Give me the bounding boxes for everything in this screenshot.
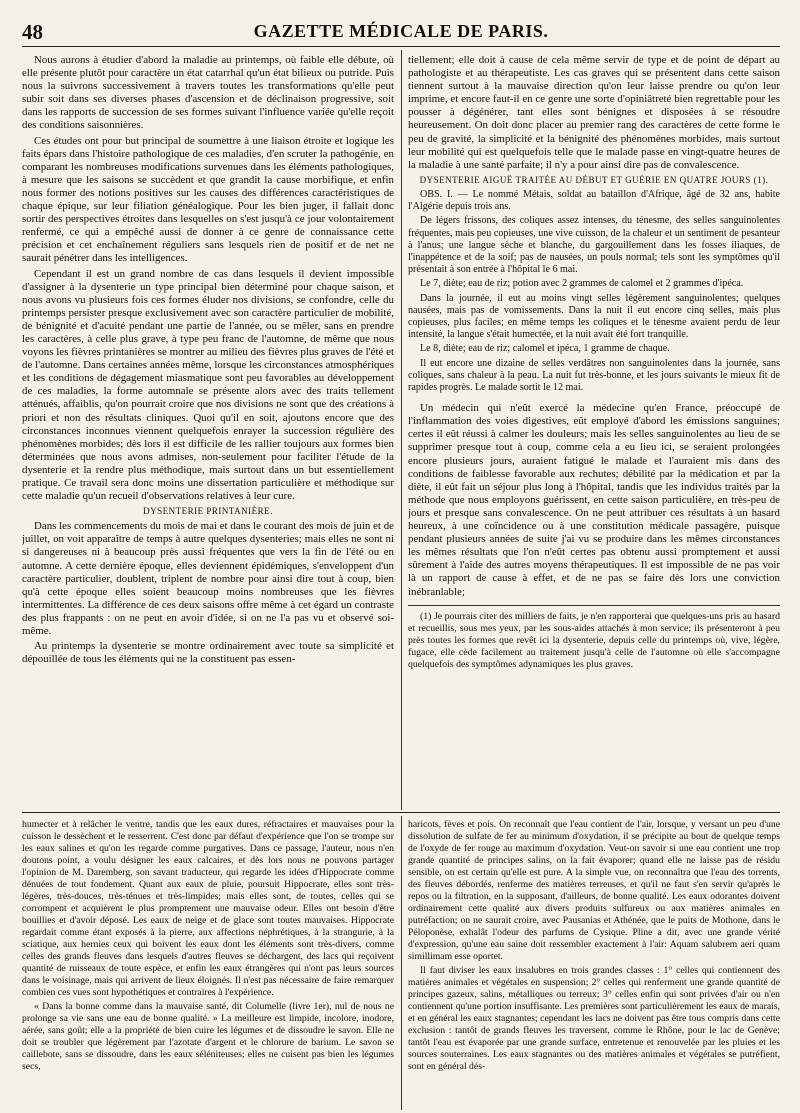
paragraph: « Dans la bonne comme dans la mauvaise santé, dit Columelle (livre 1er), nul de nous ne prolonge sa vie sans une eau de bonne qualité. » La meilleure est limpide, incolore, inodore, aérée, sans goût; elle a la propriété de bien cuire les légumes et de dissoudre le savon. Elle ne doit se troubler que légèrement par l'azotate d'argent et le chlorure de barium. Le savon se caillebote, sans se dissoudre, dans les eaux séléniteuses; elles ne cuisent pas bien les légumes secs, [22,1001,394,1072]
bottom-left-column [22,819,394,1111]
case-report [408,189,780,394]
column-divider [401,50,402,810]
journal-title: GAZETTE MÉDICALE DE PARIS. [253,21,549,41]
header-rule [22,46,780,47]
case-paragraph: OBS. I. — Le nommé Métais, soldat au bataillon d'Afrique, âgé de 32 ans, habite l'Algérie depuis trois ans. [408,188,780,213]
section-rule [22,812,780,813]
page-number: 48 [22,20,43,44]
footnote-rule [408,605,780,606]
case-paragraph: Dans la journée, il eut au moins vingt selles légèrement sanguinolentes; quelques nausées, mais pas de vomissements. Dans la nuit il eut encore cinq selles, mais plus copieuses, plus faciles; en même temps les coliques et le ténesme avaient perdu de leur intensité, la langue s'était humectée, et la nuit avait été fort tranquille. [408,292,780,341]
paragraph: Nous aurons à étudier d'abord la maladie au printemps, où faible elle débute, où elle présente plutôt pour caractère un état catarrhal qu'un état bilieux ou putride. Puis nous la suivrons successivement à travers toutes les transformations qu'elle peut subir soit dans ses diverses phases d'ascension et de déclinaison progressive, soit dans les rapports de succession de ses formes suivant l'influence variée qu'elle reçoit des conditions saisonnières. [22,54,394,132]
section-heading: DYSENTERIE PRINTANIÈRE. [143,506,273,517]
paragraph: tiellement; elle doit à cause de cela même servir de type et de point de départ au pathologiste et au thérapeutiste. Les cas graves qui se présentent dans cette saison tiennent surtout à la mauvaise direction qu'on leur laisse prendre ou qu'on leur imprime, et encore faut-il en ce genre une sorte d'opiniâtreté bien regrettable pour les pousser à dégénérer, tant elles sont bénignes et disposées à se résoudre heureusement. On doit donc placer au premier rang des caractères de cette forme le peu de gravité, la simplicité et la bénignité des phénomènes morbides, mais surtout leur mobilité qui est quelquefois telle que le malade passe en vingt-quatre heures de la maladie à une santé parfaite; il n'y a pour ainsi dire pas de convalescence. [408,54,780,171]
bottom-right-column [408,819,780,1111]
paragraph: Au printemps la dysenterie se montre ordinairement avec toute sa simplicité et dépouillée de tous les éléments qui ne la constituent pas essen- [22,640,394,666]
top-right-column [408,54,780,809]
paragraph: humecter et à relâcher le ventre, tandis que les eaux dures, réfractaires et mauvaises pour la cuisson le dessèchent et le resserrent. C'est donc par défaut d'expérience que l'on se trompe sur les eaux salines et qu'on les regarde comme purgatives. Dans ce passage, l'auteur, nous n'en doutons point, a voulu désigner les eaux calcaires, et dès lors nous ne pouvons partager l'opinion de M. Daremberg, son savant traducteur, qui regarde les idées d'Hippocrate comme dénuées de tout fondement. Quant aux eaux de pluie, poursuit Hippocrate, elles sont très-légères, très-douces, très-ténues et très-limpides; mais elles sont, de toutes, celles qui se corrompent et acquièrent le plus promptement une mauvaise odeur. Elles ont besoin d'être bouillies et d'avoir déposé. Les eaux de neige et de glace sont toutes mauvaises. Hippocrate regardait comme étant exposés à la pierre, aux affections néphrétiques, à la strangurie, à la sciatique, aux hernies ceux qui boivent les eaux dont les éléments sont très-divers, comme celles des grands fleuves dans lesquels d'autres fleuves se déchargent, des lacs qui reçoivent quantité de ruisseaux de toute espèce, et enfin les eaux étrangères qui n'ont pas leurs sources dans le voisinage, mais qui arrivent de lieux éloignés. Il n'est pas nécessaire de faire remarquer combien ces vues sont hypothétiques et contraires à l'expérience. [22,819,394,998]
top-left-column [22,54,394,809]
case-paragraph: Le 7, diète; eau de riz; potion avec 2 grammes de calomel et 2 grammes d'ipéca. [420,278,744,290]
paragraph: haricots, fèves et pois. On reconnaît que l'eau contient de l'air, lorsque, y versant un peu d'une dissolution de sulfate de fer au minimum d'oxydation, il se précipite au bout de quelque temps de l'oxyde de fer rouge au maximum d'oxydation. Veut-on savoir si une eau contient une trop grande quantité de principes salins, on la fait évaporer; quand elle ne laisse pas de résidu sensible, on est certain qu'elle est pure. A la simple vue, on reconnaîtra que l'eau des torrents, des fleuves débordés, renferme des matières terreuses, et qu'il ne faut s'en servir qu'après le repos ou la filtration, en la supposant, d'ailleurs, de bonne qualité. Les eaux odorantes doivent ordinairement cette qualité aux divers produits sulfureux ou aux matières animales en putréfaction; on ne saurait croire, avec Pausanias et Athénée, que le puits de Mothone, dans le Péloponèse, exhalât l'odeur des parfums de Cysique. Pline a dit, avec une grande vérité d'expression, qu'une eau saine doit ressembler exactement à l'air: Aquam salubrem aeri quam simillimam esse oportet. [408,819,780,962]
paragraph: Ces études ont pour but principal de soumettre à une liaison étroite et logique les faits épars dans l'histoire pathologique de ces maladies, d'en scruter la pathogénie, en comparant les nombreuses modifications survenues dans les éléments pathologiques, à mesure que les saisons se succèdent et que grandit la cause morbifique, et enfin nous former des notions positives sur les causes des différences caractéristiques de chaque épique, sur leur filiation généalogique. Pour les bien juger, il fallait donc sortir des perspectives étroites dans lesquelles on s'est jusqu'à ce jour volontairement renfermé, ce qui a empêché aussi de donner à ce genre de connaissance cette précision et cet enchaînement réguliers sans lesquels rien de positif et de net ne saurait pénétrer dans les intelligences. [22,134,394,265]
footnote: (1) Je pourrais citer des milliers de faits, je n'en rapporterai que quelques-uns pris au hasard et recueillis, sous mes yeux, par les sous-aides attachés à mon service; ils présenteront à peu près toutes les formes que revêt ici la dysenterie, depuis celle du printemps où, vive, légère, fugace, elle cède facilement au traitement jusqu'à celle de l'automne où elle s'accompagne quelquefois des symptômes adynamiques les plus graves. [408,610,780,670]
paragraph: Un médecin qui n'eût exercé la médecine qu'en France, préoccupé de l'inflammation des voies digestives, eût employé d'abord les émissions sanguines; certes il eût réussi à calmer les douleurs; mais les selles sanguinolentes au lieu de se supprimer presque tout à coup, comme cela a eu lieu ici, se seraient prolongées encore plusieurs jours, auraient fatigué le malade et l'auraient mis dans des conditions de faiblesse favorable aux rechutes; débilité par la médication et par la diète, il eût fait un séjour plus long à l'hôpital, tandis que les individus traités par la méthode que nous employons guérissent, en cette saison particulière, en très-peu de jours et presque sans convalescence. On ne peut attribuer ces résultats à un hasard heureux, à une coïncidence ou à une constitution médicale passagère, puisque pendant plusieurs années de suite j'ai vu se produire dans les mêmes circonstances les mêmes résultats que l'on n'eût certes pas obtenu aussi promptement et aussi sûrement à l'aide des autres moyens thérapeutiques. Il est impossible de ne pas voir là un rapport de cause à effet, et de ne pas se faire dès lors une conviction inébranlable; [408,402,780,598]
case-paragraph: De légers frissons, des coliques assez intenses, du ténesme, des selles sanguinolentes fréquentes, mais peu copieuses, une vive cuisson, de la chaleur et un sentiment de pesanteur à l'anus; une langue sèche et blanche, du gargouillement dans les fosses iliaques, de l'inappétence et de la soif; pas de nausées, un pouls normal; tels sont les symptômes qu'il présentait à son entrée à l'hôpital le 6 mai. [408,215,780,276]
case-paragraph: Il eut encore une dizaine de selles verdâtres non sanguinolentes dans la journée, sans coliques, sans chaleur à la peau. La nuit fut très-bonne, et les jours suivants le mieux fit de rapides progrès. Le malade sortit le 12 mai. [408,357,780,393]
case-paragraph: Le 8, diète; eau de riz; calomel et ipéca, 1 gramme de chaque. [420,343,670,355]
column-divider [401,816,402,1110]
paragraph: Cependant il est un grand nombre de cas dans lesquels il devient impossible d'assigner à la dysenterie un type principal bien déterminé pour chaque saison, et nous avons vu plusieurs fois ces formes éluder nos divisions, se confondre, celle du printemps persister presque exclusivement avec son caractère particulier de mobilité, de bénignité et d'acuité pendant une partie de l'année, ou se mêler, sans en prendre les caractères, à celle plus grave, à type peu franc de l'automne, de même que nous voyons les fièvres printanières se montrer au milieu des fièvres plus graves de l'été et de l'automne. Dans certaines années même, lorsque les circonstances atmosphériques et les conditions de dégagement miasmatique sont peu favorables au développement de ces maladies, la forme automnale se présente alors avec des traits tellement atténués, affaiblis, qu'on pourrait croire que nos divisions ne sont que des créations à priori et non des résultats cliniques. Quoi qu'il en soit, ajoutons encore que des circonstances inconnues viennent quelquefois enrayer la succession régulière des phénomènes morbides; dès lors il est difficile de les rallier toujours aux formes bien déterminées que nous avons admises, non-seulement pour faciliter l'étude de la dysenterie et la rendre plus méthodique, mais surtout dans un but essentiellement pratique. Ce travail sera donc moins une dissertation particulière et méthodique sur cette maladie qu'un recueil d'observations relatives à leur cure. [22,267,394,503]
case-heading: DYSENTERIE AIGUË TRAITÉE AU DÉBUT ET GUÉRIE EN QUATRE JOURS (1). [419,174,769,185]
paragraph: Il faut diviser les eaux insalubres en trois grandes classes : 1° celles qui contiennent des matières animales et végétales en suspension; 2° celles qui renferment une grande quantité de principes gazeux, salins, métalliques ou terreux; 3° celles enfin qui sont privées d'air ou n'en contiennent qu'une portion insuffisante. Les premières sont particulièrement les eaux de marais, et en général les eaux stagnantes; cependant les lacs ne doivent pas être tous compris dans cette exclusion : tantôt de grands fleuves les traversent, comme le Rhône, pour le lac de Genève; tantôt l'eau est évaporée par une grande surface, entretenue et renouvelée par les pluies et les sources souterraines. Les eaux stagnantes ou des matières animales et végétales se putréfient, sont en général dés- [408,965,780,1072]
paragraph: Dans les commencements du mois de mai et dans le courant des mois de juin et de juillet, on voit apparaître de temps à autre quelques dysenteries; mais elles ne sont ni si dangereuses ni à beaucoup près aussi fréquentes que vers la fin de l'été ou en automne. A cette dernière époque, elles deviennent épidémiques, s'enveloppent d'un caractère particulier, doublent, triplent de nombre pour ainsi dire tout à coup, bien qu'à cette époque elles soient beaucoup moins nombreuses que les fièvres intermittentes. La différence de ces deux saisons offre même à cet égard un contraste des plus frappants : on ne peut en avoir d'idée, si on ne l'a pas vu et observé soi-même. [22,520,394,638]
